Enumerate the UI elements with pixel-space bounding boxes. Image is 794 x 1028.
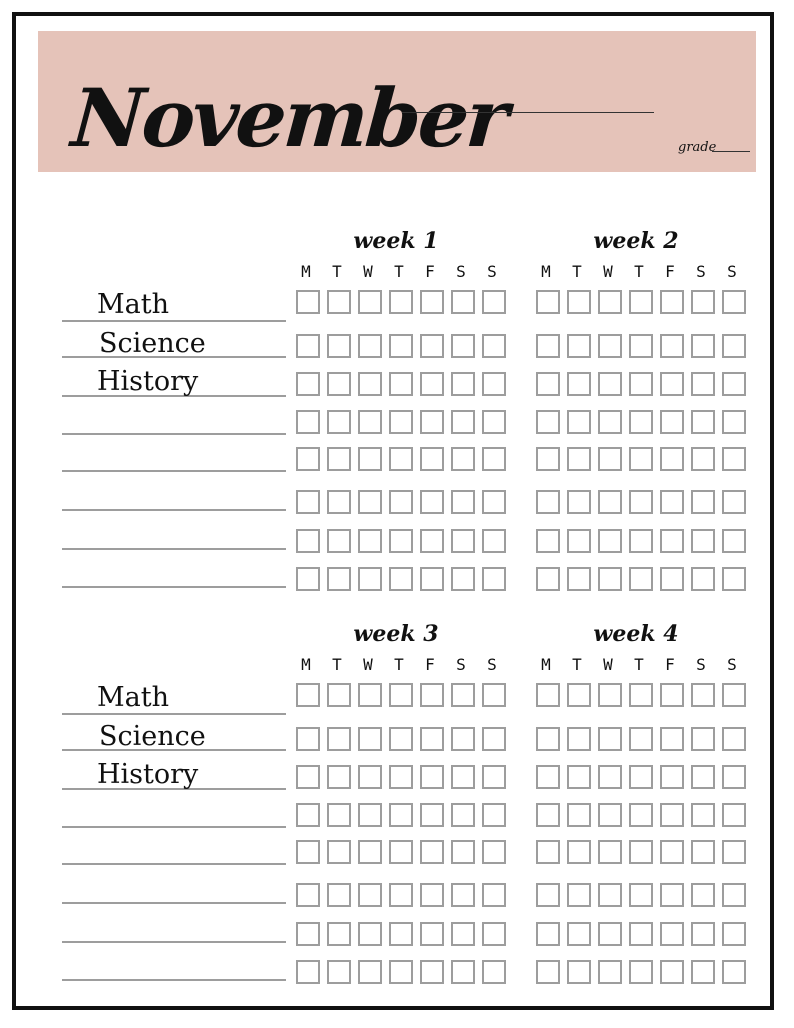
day-checkbox[interactable] bbox=[629, 290, 653, 314]
day-checkbox[interactable] bbox=[420, 372, 444, 396]
day-checkbox[interactable] bbox=[420, 922, 444, 946]
subject-line bbox=[62, 941, 286, 943]
day-checkbox[interactable] bbox=[482, 447, 506, 471]
day-checkbox[interactable] bbox=[327, 683, 351, 707]
subject-line bbox=[62, 902, 286, 904]
day-checkbox[interactable] bbox=[536, 447, 560, 471]
day-checkbox[interactable] bbox=[358, 883, 382, 907]
day-checkbox[interactable] bbox=[358, 490, 382, 514]
day-checkbox[interactable] bbox=[389, 372, 413, 396]
day-checkbox[interactable] bbox=[629, 683, 653, 707]
day-checkbox[interactable] bbox=[567, 727, 591, 751]
day-checkbox[interactable] bbox=[629, 372, 653, 396]
day-checkbox[interactable] bbox=[567, 922, 591, 946]
day-checkbox[interactable] bbox=[482, 410, 506, 434]
day-checkbox[interactable] bbox=[296, 410, 320, 434]
day-checkbox[interactable] bbox=[296, 529, 320, 553]
day-checkbox[interactable] bbox=[482, 290, 506, 314]
day-checkbox[interactable] bbox=[451, 765, 475, 789]
day-checkbox[interactable] bbox=[598, 883, 622, 907]
day-label: W bbox=[363, 262, 373, 281]
day-checkbox[interactable] bbox=[567, 765, 591, 789]
day-checkbox[interactable] bbox=[327, 529, 351, 553]
day-label: S bbox=[456, 262, 466, 281]
day-checkbox[interactable] bbox=[722, 447, 746, 471]
day-checkbox[interactable] bbox=[722, 883, 746, 907]
day-label: S bbox=[727, 655, 737, 674]
day-checkbox[interactable] bbox=[691, 727, 715, 751]
day-checkbox[interactable] bbox=[629, 840, 653, 864]
day-checkbox[interactable] bbox=[420, 529, 444, 553]
day-checkbox[interactable] bbox=[482, 960, 506, 984]
day-checkbox[interactable] bbox=[722, 490, 746, 514]
day-checkbox[interactable] bbox=[691, 410, 715, 434]
day-checkbox[interactable] bbox=[420, 803, 444, 827]
day-checkbox[interactable] bbox=[358, 727, 382, 751]
day-checkbox[interactable] bbox=[691, 840, 715, 864]
subject-line bbox=[62, 979, 286, 981]
day-checkbox[interactable] bbox=[722, 765, 746, 789]
day-checkbox[interactable] bbox=[629, 447, 653, 471]
day-checkbox[interactable] bbox=[660, 960, 684, 984]
day-checkbox[interactable] bbox=[536, 490, 560, 514]
day-checkbox[interactable] bbox=[691, 803, 715, 827]
subject-line bbox=[62, 826, 286, 828]
day-label: F bbox=[425, 655, 435, 674]
day-checkbox[interactable] bbox=[389, 840, 413, 864]
day-checkbox[interactable] bbox=[722, 567, 746, 591]
day-checkbox[interactable] bbox=[296, 290, 320, 314]
day-checkbox[interactable] bbox=[296, 372, 320, 396]
day-checkbox[interactable] bbox=[629, 727, 653, 751]
day-checkbox[interactable] bbox=[451, 922, 475, 946]
day-checkbox[interactable] bbox=[536, 840, 560, 864]
day-checkbox[interactable] bbox=[389, 490, 413, 514]
day-checkbox[interactable] bbox=[691, 765, 715, 789]
day-checkbox[interactable] bbox=[389, 290, 413, 314]
day-checkbox[interactable] bbox=[660, 803, 684, 827]
day-checkbox[interactable] bbox=[358, 840, 382, 864]
day-checkbox[interactable] bbox=[536, 410, 560, 434]
day-checkbox[interactable] bbox=[389, 960, 413, 984]
day-checkbox[interactable] bbox=[451, 727, 475, 751]
day-checkbox[interactable] bbox=[536, 567, 560, 591]
day-checkbox[interactable] bbox=[327, 567, 351, 591]
day-label: S bbox=[456, 655, 466, 674]
day-checkbox[interactable] bbox=[598, 490, 622, 514]
day-label: M bbox=[541, 655, 551, 674]
day-checkbox[interactable] bbox=[598, 410, 622, 434]
day-checkbox[interactable] bbox=[389, 334, 413, 358]
day-label: T bbox=[634, 655, 644, 674]
day-checkbox[interactable] bbox=[567, 960, 591, 984]
day-label: W bbox=[603, 262, 613, 281]
day-checkbox[interactable] bbox=[660, 447, 684, 471]
day-checkbox[interactable] bbox=[629, 490, 653, 514]
day-label: M bbox=[541, 262, 551, 281]
day-checkbox[interactable] bbox=[327, 410, 351, 434]
day-checkbox[interactable] bbox=[629, 765, 653, 789]
day-checkbox[interactable] bbox=[536, 372, 560, 396]
day-checkbox[interactable] bbox=[358, 372, 382, 396]
day-checkbox[interactable] bbox=[358, 803, 382, 827]
day-checkbox[interactable] bbox=[451, 567, 475, 591]
day-checkbox[interactable] bbox=[358, 960, 382, 984]
day-checkbox[interactable] bbox=[420, 447, 444, 471]
day-checkbox[interactable] bbox=[660, 372, 684, 396]
day-checkbox[interactable] bbox=[327, 765, 351, 789]
day-checkbox[interactable] bbox=[598, 334, 622, 358]
subject-line bbox=[62, 863, 286, 865]
day-checkbox[interactable] bbox=[327, 290, 351, 314]
day-checkbox[interactable] bbox=[451, 529, 475, 553]
week-title: week 1 bbox=[353, 228, 439, 254]
day-checkbox[interactable] bbox=[567, 490, 591, 514]
day-checkbox[interactable] bbox=[296, 683, 320, 707]
day-checkbox[interactable] bbox=[296, 727, 320, 751]
day-checkbox[interactable] bbox=[598, 567, 622, 591]
day-checkbox[interactable] bbox=[327, 840, 351, 864]
day-checkbox[interactable] bbox=[389, 410, 413, 434]
day-checkbox[interactable] bbox=[598, 290, 622, 314]
day-checkbox[interactable] bbox=[629, 960, 653, 984]
day-checkbox[interactable] bbox=[327, 803, 351, 827]
day-checkbox[interactable] bbox=[567, 683, 591, 707]
day-checkbox[interactable] bbox=[629, 803, 653, 827]
day-checkbox[interactable] bbox=[691, 922, 715, 946]
subject-line bbox=[62, 548, 286, 550]
day-checkbox[interactable] bbox=[482, 567, 506, 591]
day-checkbox[interactable] bbox=[536, 727, 560, 751]
day-checkbox[interactable] bbox=[722, 922, 746, 946]
grade-blank-line bbox=[712, 151, 750, 152]
day-checkbox[interactable] bbox=[598, 765, 622, 789]
day-checkbox[interactable] bbox=[722, 372, 746, 396]
day-checkbox[interactable] bbox=[660, 765, 684, 789]
day-checkbox[interactable] bbox=[482, 922, 506, 946]
subject-label: Science bbox=[99, 721, 206, 752]
day-checkbox[interactable] bbox=[722, 683, 746, 707]
day-checkbox[interactable] bbox=[598, 840, 622, 864]
day-checkbox[interactable] bbox=[660, 334, 684, 358]
day-checkbox[interactable] bbox=[691, 290, 715, 314]
day-checkbox[interactable] bbox=[567, 410, 591, 434]
day-checkbox[interactable] bbox=[482, 883, 506, 907]
day-checkbox[interactable] bbox=[327, 490, 351, 514]
day-label: F bbox=[425, 262, 435, 281]
day-checkbox[interactable] bbox=[389, 567, 413, 591]
day-checkbox[interactable] bbox=[420, 290, 444, 314]
day-checkbox[interactable] bbox=[296, 567, 320, 591]
day-checkbox[interactable] bbox=[691, 960, 715, 984]
day-checkbox[interactable] bbox=[420, 840, 444, 864]
day-checkbox[interactable] bbox=[482, 490, 506, 514]
day-checkbox[interactable] bbox=[629, 410, 653, 434]
day-checkbox[interactable] bbox=[451, 883, 475, 907]
day-label: T bbox=[394, 655, 404, 674]
day-checkbox[interactable] bbox=[296, 490, 320, 514]
day-checkbox[interactable] bbox=[536, 960, 560, 984]
day-checkbox[interactable] bbox=[629, 883, 653, 907]
day-checkbox[interactable] bbox=[358, 334, 382, 358]
day-checkbox[interactable] bbox=[567, 840, 591, 864]
day-checkbox[interactable] bbox=[629, 529, 653, 553]
day-checkbox[interactable] bbox=[598, 803, 622, 827]
day-checkbox[interactable] bbox=[327, 372, 351, 396]
day-checkbox[interactable] bbox=[296, 334, 320, 358]
day-checkbox[interactable] bbox=[660, 490, 684, 514]
day-checkbox[interactable] bbox=[389, 922, 413, 946]
day-checkbox[interactable] bbox=[598, 922, 622, 946]
day-checkbox[interactable] bbox=[358, 765, 382, 789]
day-checkbox[interactable] bbox=[691, 334, 715, 358]
day-checkbox[interactable] bbox=[598, 683, 622, 707]
day-checkbox[interactable] bbox=[420, 727, 444, 751]
day-label: M bbox=[301, 262, 311, 281]
day-checkbox[interactable] bbox=[722, 290, 746, 314]
day-checkbox[interactable] bbox=[691, 529, 715, 553]
day-checkbox[interactable] bbox=[722, 727, 746, 751]
day-checkbox[interactable] bbox=[389, 447, 413, 471]
day-checkbox[interactable] bbox=[420, 490, 444, 514]
day-checkbox[interactable] bbox=[296, 960, 320, 984]
day-checkbox[interactable] bbox=[327, 727, 351, 751]
subject-line bbox=[62, 320, 286, 322]
day-checkbox[interactable] bbox=[660, 290, 684, 314]
day-checkbox[interactable] bbox=[296, 883, 320, 907]
day-checkbox[interactable] bbox=[722, 960, 746, 984]
day-checkbox[interactable] bbox=[567, 883, 591, 907]
day-checkbox[interactable] bbox=[660, 840, 684, 864]
week-title: week 3 bbox=[353, 621, 439, 647]
day-label: T bbox=[572, 655, 582, 674]
day-checkbox[interactable] bbox=[482, 765, 506, 789]
day-label: S bbox=[487, 262, 497, 281]
day-checkbox[interactable] bbox=[389, 727, 413, 751]
day-checkbox[interactable] bbox=[660, 567, 684, 591]
name-blank-line bbox=[402, 112, 654, 113]
day-checkbox[interactable] bbox=[420, 765, 444, 789]
day-checkbox[interactable] bbox=[567, 529, 591, 553]
day-label: T bbox=[572, 262, 582, 281]
day-checkbox[interactable] bbox=[660, 410, 684, 434]
day-checkbox[interactable] bbox=[536, 765, 560, 789]
day-checkbox[interactable] bbox=[598, 727, 622, 751]
day-checkbox[interactable] bbox=[722, 529, 746, 553]
day-checkbox[interactable] bbox=[451, 410, 475, 434]
day-checkbox[interactable] bbox=[358, 922, 382, 946]
day-checkbox[interactable] bbox=[660, 529, 684, 553]
day-checkbox[interactable] bbox=[451, 960, 475, 984]
subject-line bbox=[62, 509, 286, 511]
day-checkbox[interactable] bbox=[327, 883, 351, 907]
day-checkbox[interactable] bbox=[358, 290, 382, 314]
day-checkbox[interactable] bbox=[536, 883, 560, 907]
day-checkbox[interactable] bbox=[722, 334, 746, 358]
day-checkbox[interactable] bbox=[389, 529, 413, 553]
day-checkbox[interactable] bbox=[691, 447, 715, 471]
day-checkbox[interactable] bbox=[420, 883, 444, 907]
day-checkbox[interactable] bbox=[296, 447, 320, 471]
subject-label: Math bbox=[97, 289, 169, 320]
day-checkbox[interactable] bbox=[358, 529, 382, 553]
day-checkbox[interactable] bbox=[420, 683, 444, 707]
day-checkbox[interactable] bbox=[482, 334, 506, 358]
day-checkbox[interactable] bbox=[660, 922, 684, 946]
day-checkbox[interactable] bbox=[420, 334, 444, 358]
day-checkbox[interactable] bbox=[358, 567, 382, 591]
grade-label: grade bbox=[678, 140, 717, 155]
day-label: T bbox=[394, 262, 404, 281]
day-checkbox[interactable] bbox=[420, 410, 444, 434]
day-checkbox[interactable] bbox=[451, 840, 475, 864]
day-checkbox[interactable] bbox=[482, 803, 506, 827]
day-checkbox[interactable] bbox=[536, 290, 560, 314]
day-label: T bbox=[332, 262, 342, 281]
day-checkbox[interactable] bbox=[482, 372, 506, 396]
day-checkbox[interactable] bbox=[327, 960, 351, 984]
day-label: S bbox=[696, 655, 706, 674]
day-label: S bbox=[727, 262, 737, 281]
day-checkbox[interactable] bbox=[482, 840, 506, 864]
subject-label: Math bbox=[97, 682, 169, 713]
day-checkbox[interactable] bbox=[296, 922, 320, 946]
day-checkbox[interactable] bbox=[327, 447, 351, 471]
day-checkbox[interactable] bbox=[567, 567, 591, 591]
day-checkbox[interactable] bbox=[327, 922, 351, 946]
subject-line bbox=[62, 470, 286, 472]
week-title: week 4 bbox=[593, 621, 679, 647]
week-title: week 2 bbox=[593, 228, 679, 254]
day-checkbox[interactable] bbox=[420, 567, 444, 591]
day-checkbox[interactable] bbox=[482, 727, 506, 751]
subject-label: History bbox=[97, 759, 199, 790]
day-checkbox[interactable] bbox=[296, 765, 320, 789]
day-label: F bbox=[665, 655, 675, 674]
day-label: W bbox=[603, 655, 613, 674]
day-checkbox[interactable] bbox=[451, 290, 475, 314]
day-checkbox[interactable] bbox=[691, 490, 715, 514]
day-checkbox[interactable] bbox=[536, 529, 560, 553]
month-title: November bbox=[68, 71, 509, 165]
day-checkbox[interactable] bbox=[389, 765, 413, 789]
day-checkbox[interactable] bbox=[629, 334, 653, 358]
day-checkbox[interactable] bbox=[691, 683, 715, 707]
day-label: M bbox=[301, 655, 311, 674]
day-checkbox[interactable] bbox=[567, 447, 591, 471]
day-checkbox[interactable] bbox=[660, 883, 684, 907]
day-checkbox[interactable] bbox=[567, 803, 591, 827]
day-checkbox[interactable] bbox=[358, 410, 382, 434]
day-checkbox[interactable] bbox=[389, 683, 413, 707]
day-checkbox[interactable] bbox=[567, 290, 591, 314]
day-label: S bbox=[487, 655, 497, 674]
day-checkbox[interactable] bbox=[451, 803, 475, 827]
day-checkbox[interactable] bbox=[482, 529, 506, 553]
day-checkbox[interactable] bbox=[691, 883, 715, 907]
day-checkbox[interactable] bbox=[358, 683, 382, 707]
day-checkbox[interactable] bbox=[629, 922, 653, 946]
day-checkbox[interactable] bbox=[598, 447, 622, 471]
day-checkbox[interactable] bbox=[536, 803, 560, 827]
day-checkbox[interactable] bbox=[358, 447, 382, 471]
day-checkbox[interactable] bbox=[722, 410, 746, 434]
day-label: F bbox=[665, 262, 675, 281]
subject-label: History bbox=[97, 366, 199, 397]
day-checkbox[interactable] bbox=[451, 372, 475, 396]
day-checkbox[interactable] bbox=[660, 683, 684, 707]
day-checkbox[interactable] bbox=[598, 372, 622, 396]
day-checkbox[interactable] bbox=[536, 922, 560, 946]
day-checkbox[interactable] bbox=[296, 840, 320, 864]
day-checkbox[interactable] bbox=[389, 803, 413, 827]
day-checkbox[interactable] bbox=[691, 372, 715, 396]
day-checkbox[interactable] bbox=[451, 334, 475, 358]
subject-line bbox=[62, 713, 286, 715]
day-checkbox[interactable] bbox=[567, 334, 591, 358]
day-checkbox[interactable] bbox=[567, 372, 591, 396]
subject-label: Science bbox=[99, 328, 206, 359]
day-checkbox[interactable] bbox=[660, 727, 684, 751]
subject-line bbox=[62, 586, 286, 588]
day-label: T bbox=[332, 655, 342, 674]
day-label: S bbox=[696, 262, 706, 281]
day-checkbox[interactable] bbox=[536, 334, 560, 358]
day-checkbox[interactable] bbox=[691, 567, 715, 591]
day-label: W bbox=[363, 655, 373, 674]
day-checkbox[interactable] bbox=[722, 840, 746, 864]
day-label: T bbox=[634, 262, 644, 281]
day-checkbox[interactable] bbox=[722, 803, 746, 827]
subject-line bbox=[62, 433, 286, 435]
day-checkbox[interactable] bbox=[536, 683, 560, 707]
day-checkbox[interactable] bbox=[451, 490, 475, 514]
day-checkbox[interactable] bbox=[389, 883, 413, 907]
day-checkbox[interactable] bbox=[598, 529, 622, 553]
day-checkbox[interactable] bbox=[451, 683, 475, 707]
day-checkbox[interactable] bbox=[598, 960, 622, 984]
day-checkbox[interactable] bbox=[629, 567, 653, 591]
day-checkbox[interactable] bbox=[296, 803, 320, 827]
day-checkbox[interactable] bbox=[327, 334, 351, 358]
day-checkbox[interactable] bbox=[482, 683, 506, 707]
day-checkbox[interactable] bbox=[451, 447, 475, 471]
day-checkbox[interactable] bbox=[420, 960, 444, 984]
